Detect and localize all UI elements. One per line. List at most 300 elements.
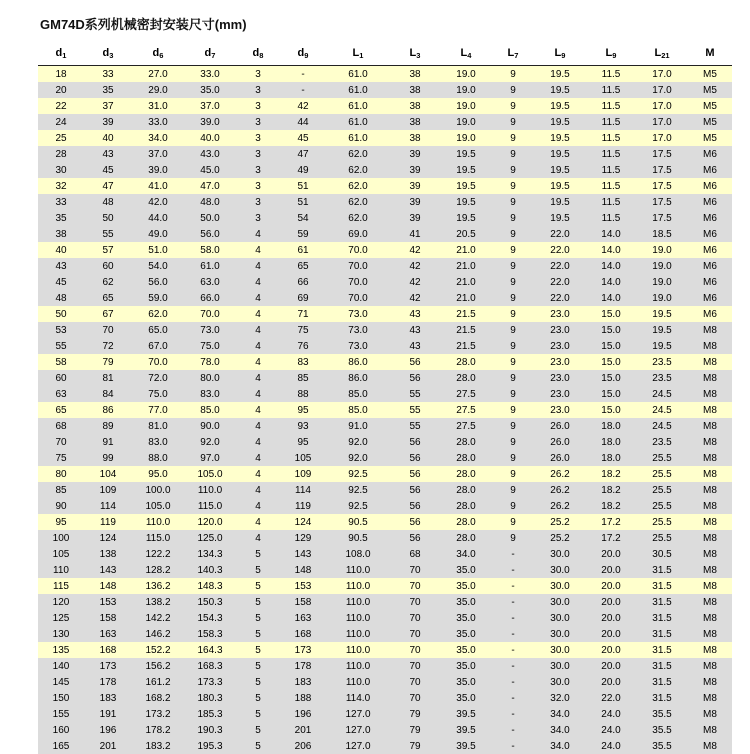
table-cell: 9 <box>492 114 534 130</box>
table-cell: 95 <box>280 402 326 418</box>
table-cell: 105.0 <box>132 498 184 514</box>
table-cell: M6 <box>688 194 732 210</box>
table-cell: 4 <box>236 226 280 242</box>
table-cell: 19.0 <box>636 242 688 258</box>
table-cell: 26.2 <box>534 498 586 514</box>
table-cell: 56 <box>390 370 440 386</box>
table-cell: 140 <box>38 658 84 674</box>
table-cell: 39.5 <box>440 738 492 754</box>
table-cell: 5 <box>236 642 280 658</box>
table-row <box>38 290 732 306</box>
table-cell: 196 <box>280 706 326 722</box>
table-cell: 21.0 <box>440 258 492 274</box>
table-cell: 70.0 <box>326 258 390 274</box>
table-cell: 85.0 <box>326 386 390 402</box>
table-cell: 110.0 <box>184 482 236 498</box>
table-cell: 56 <box>390 482 440 498</box>
table-cell: 9 <box>492 290 534 306</box>
table-cell: 23.0 <box>534 306 586 322</box>
table-cell: 122.2 <box>132 546 184 562</box>
table-cell: 11.5 <box>586 194 636 210</box>
table-cell: 70 <box>390 578 440 594</box>
table-cell: 59.0 <box>132 290 184 306</box>
table-cell: 9 <box>492 242 534 258</box>
table-cell: 125 <box>38 610 84 626</box>
table-cell: 19.5 <box>534 98 586 114</box>
table-cell: 42 <box>280 98 326 114</box>
table-cell: 26.2 <box>534 482 586 498</box>
table-cell: 152.2 <box>132 642 184 658</box>
table-cell: 178 <box>84 674 132 690</box>
table-cell: - <box>492 594 534 610</box>
table-cell: 95.0 <box>132 466 184 482</box>
table-cell: 173.2 <box>132 706 184 722</box>
table-cell: 55 <box>390 386 440 402</box>
table-cell: 35.5 <box>636 738 688 754</box>
table-cell: M8 <box>688 594 732 610</box>
table-cell: 153 <box>84 594 132 610</box>
table-cell: 5 <box>236 658 280 674</box>
table-cell: 115.0 <box>184 498 236 514</box>
table-row <box>38 434 732 450</box>
table-cell: 19.5 <box>534 130 586 146</box>
table-cell: 27.5 <box>440 418 492 434</box>
table-cell: M8 <box>688 626 732 642</box>
table-row <box>38 258 732 274</box>
table-cell: 9 <box>492 66 534 83</box>
table-cell: 5 <box>236 610 280 626</box>
table-cell: 14.0 <box>586 290 636 306</box>
table-row <box>38 114 732 130</box>
table-cell: 114 <box>84 498 132 514</box>
table-cell: 40 <box>84 130 132 146</box>
table-cell: 43 <box>390 306 440 322</box>
table-cell: 30.0 <box>534 674 586 690</box>
column-header-l7: $L_7$ <box>492 43 534 66</box>
table-cell: 9 <box>492 370 534 386</box>
table-cell: 191 <box>84 706 132 722</box>
column-header-m: M <box>688 43 732 66</box>
table-cell: M6 <box>688 210 732 226</box>
table-cell: 9 <box>492 306 534 322</box>
table-cell: 56.0 <box>184 226 236 242</box>
table-cell: 60 <box>38 370 84 386</box>
table-cell: 185.3 <box>184 706 236 722</box>
table-cell: 27.0 <box>132 66 184 83</box>
column-header-l4: $L_4$ <box>440 43 492 66</box>
table-cell: 19.0 <box>440 66 492 83</box>
table-cell: 127.0 <box>326 738 390 754</box>
table-cell: 30.0 <box>534 594 586 610</box>
table-header-row <box>38 43 732 66</box>
table-cell: 9 <box>492 194 534 210</box>
table-cell: 68 <box>390 546 440 562</box>
table-cell: 4 <box>236 306 280 322</box>
table-cell: 51 <box>280 194 326 210</box>
table-cell: 110.0 <box>132 514 184 530</box>
table-cell: 11.5 <box>586 130 636 146</box>
table-cell: 55 <box>390 418 440 434</box>
table-cell: 28.0 <box>440 530 492 546</box>
table-cell: 90.5 <box>326 530 390 546</box>
table-cell: 80 <box>38 466 84 482</box>
table-cell: 161.2 <box>132 674 184 690</box>
table-cell: 9 <box>492 482 534 498</box>
column-header-d3: $d_3$ <box>84 43 132 66</box>
table-cell: 183.2 <box>132 738 184 754</box>
table-cell: 25.5 <box>636 482 688 498</box>
table-cell: 83 <box>280 354 326 370</box>
table-cell: 4 <box>236 514 280 530</box>
column-header-d9: $d_9$ <box>280 43 326 66</box>
table-cell: 73.0 <box>326 322 390 338</box>
table-cell: 19.5 <box>534 162 586 178</box>
table-cell: 5 <box>236 594 280 610</box>
table-cell: 105.0 <box>184 466 236 482</box>
table-cell: 56 <box>390 498 440 514</box>
table-cell: 9 <box>492 450 534 466</box>
table-cell: 183 <box>84 690 132 706</box>
table-cell: 23.5 <box>636 434 688 450</box>
table-cell: 92.5 <box>326 482 390 498</box>
table-cell: 15.0 <box>586 338 636 354</box>
table-cell: 70 <box>390 642 440 658</box>
table-cell: - <box>492 722 534 738</box>
table-cell: 66.0 <box>184 290 236 306</box>
table-cell: 17.2 <box>586 514 636 530</box>
table-cell: 70 <box>390 594 440 610</box>
table-cell: 42 <box>390 258 440 274</box>
table-cell: 109 <box>84 482 132 498</box>
table-cell: 41 <box>390 226 440 242</box>
column-header-subscript: 1 <box>359 51 363 60</box>
table-row <box>38 482 732 498</box>
table-cell: 23.0 <box>534 386 586 402</box>
table-cell: 56 <box>390 514 440 530</box>
table-cell: M8 <box>688 482 732 498</box>
table-cell: M8 <box>688 642 732 658</box>
table-cell: 4 <box>236 466 280 482</box>
table-cell: 4 <box>236 354 280 370</box>
table-cell: 25.5 <box>636 530 688 546</box>
table-cell: 31.5 <box>636 594 688 610</box>
table-cell: 19.0 <box>440 130 492 146</box>
table-cell: 5 <box>236 674 280 690</box>
table-cell: 70 <box>390 658 440 674</box>
table-cell: 21.0 <box>440 242 492 258</box>
table-cell: 65.0 <box>132 322 184 338</box>
table-cell: 84 <box>84 386 132 402</box>
table-cell: 17.5 <box>636 194 688 210</box>
table-cell: 4 <box>236 530 280 546</box>
table-cell: 19.5 <box>440 178 492 194</box>
table-cell: 9 <box>492 498 534 514</box>
table-cell: 19.5 <box>636 338 688 354</box>
table-cell: 90.0 <box>184 418 236 434</box>
table-cell: 61.0 <box>326 130 390 146</box>
table-cell: 168.2 <box>132 690 184 706</box>
table-cell: 14.0 <box>586 226 636 242</box>
table-cell: 65 <box>38 402 84 418</box>
table-cell: 110.0 <box>326 674 390 690</box>
table-cell: 35.0 <box>440 642 492 658</box>
table-cell: 85 <box>38 482 84 498</box>
table-cell: 4 <box>236 338 280 354</box>
column-header-subscript: 8 <box>259 51 263 60</box>
table-cell: 31.5 <box>636 626 688 642</box>
table-cell: 19.0 <box>440 98 492 114</box>
table-cell: - <box>280 82 326 98</box>
table-cell: 62.0 <box>326 210 390 226</box>
table-cell: 34.0 <box>132 130 184 146</box>
table-row <box>38 578 732 594</box>
table-cell: 153 <box>280 578 326 594</box>
table-cell: 9 <box>492 130 534 146</box>
table-cell: 114 <box>280 482 326 498</box>
table-cell: M5 <box>688 66 732 83</box>
table-cell: 28 <box>38 146 84 162</box>
table-cell: 19.0 <box>636 290 688 306</box>
table-cell: 17.0 <box>636 98 688 114</box>
table-cell: 62.0 <box>132 306 184 322</box>
table-cell: 5 <box>236 626 280 642</box>
table-cell: 124 <box>84 530 132 546</box>
table-cell: 89 <box>84 418 132 434</box>
table-row <box>38 706 732 722</box>
table-cell: 21.0 <box>440 274 492 290</box>
table-cell: M5 <box>688 114 732 130</box>
table-cell: 5 <box>236 690 280 706</box>
table-cell: 61.0 <box>326 82 390 98</box>
table-cell: - <box>492 626 534 642</box>
table-cell: 120 <box>38 594 84 610</box>
table-cell: 27.5 <box>440 386 492 402</box>
table-cell: 39 <box>390 178 440 194</box>
table-cell: 22.0 <box>534 290 586 306</box>
table-cell: 34.0 <box>534 722 586 738</box>
table-cell: 19.5 <box>534 114 586 130</box>
table-cell: 3 <box>236 178 280 194</box>
table-cell: 119 <box>84 514 132 530</box>
table-cell: M8 <box>688 674 732 690</box>
table-cell: 41.0 <box>132 178 184 194</box>
table-row <box>38 354 732 370</box>
table-cell: 91.0 <box>326 418 390 434</box>
table-cell: 80.0 <box>184 370 236 386</box>
table-cell: 19.0 <box>636 274 688 290</box>
table-cell: 173 <box>280 642 326 658</box>
table-cell: 23.0 <box>534 402 586 418</box>
table-cell: 156.2 <box>132 658 184 674</box>
table-cell: 30 <box>38 162 84 178</box>
table-cell: 4 <box>236 482 280 498</box>
table-cell: M8 <box>688 450 732 466</box>
table-row <box>38 642 732 658</box>
table-row <box>38 674 732 690</box>
table-cell: 9 <box>492 146 534 162</box>
table-cell: 61.0 <box>184 258 236 274</box>
table-cell: 70.0 <box>326 290 390 306</box>
column-header-subscript: 3 <box>109 51 113 60</box>
table-cell: 183 <box>280 674 326 690</box>
table-row <box>38 82 732 98</box>
table-cell: 4 <box>236 242 280 258</box>
table-cell: 65 <box>84 290 132 306</box>
table-cell: 44 <box>280 114 326 130</box>
table-cell: 39.5 <box>440 706 492 722</box>
table-cell: 28.0 <box>440 482 492 498</box>
table-cell: 31.5 <box>636 578 688 594</box>
table-cell: - <box>492 690 534 706</box>
table-cell: 22.0 <box>586 690 636 706</box>
table-cell: 188 <box>280 690 326 706</box>
table-cell: 19.5 <box>636 322 688 338</box>
table-cell: 22.0 <box>534 226 586 242</box>
table-cell: 148 <box>84 578 132 594</box>
table-cell: M8 <box>688 322 732 338</box>
table-cell: 17.5 <box>636 178 688 194</box>
table-cell: 28.0 <box>440 450 492 466</box>
table-cell: 9 <box>492 98 534 114</box>
table-cell: 38 <box>390 130 440 146</box>
table-cell: 148.3 <box>184 578 236 594</box>
table-cell: 92.0 <box>326 450 390 466</box>
table-cell: 48.0 <box>184 194 236 210</box>
table-cell: 9 <box>492 258 534 274</box>
table-cell: 168.3 <box>184 658 236 674</box>
table-cell: 31.0 <box>132 98 184 114</box>
table-row <box>38 530 732 546</box>
table-cell: M8 <box>688 578 732 594</box>
table-cell: 9 <box>492 418 534 434</box>
table-cell: 70 <box>84 322 132 338</box>
table-cell: 19.0 <box>440 114 492 130</box>
table-cell: 27.5 <box>440 402 492 418</box>
table-cell: 19.5 <box>440 146 492 162</box>
table-cell: 163 <box>280 610 326 626</box>
table-cell: 35.0 <box>440 578 492 594</box>
table-cell: 55 <box>84 226 132 242</box>
table-cell: 30.0 <box>534 562 586 578</box>
table-cell: 21.5 <box>440 322 492 338</box>
table-cell: 18.2 <box>586 466 636 482</box>
table-cell: 39.5 <box>440 722 492 738</box>
table-cell: 100.0 <box>132 482 184 498</box>
table-cell: M6 <box>688 290 732 306</box>
table-cell: 28.0 <box>440 434 492 450</box>
table-cell: 17.5 <box>636 146 688 162</box>
table-cell: 145 <box>38 674 84 690</box>
table-cell: 4 <box>236 434 280 450</box>
table-cell: 38 <box>390 82 440 98</box>
table-cell: 39 <box>390 146 440 162</box>
table-cell: 56 <box>390 354 440 370</box>
table-cell: 77.0 <box>132 402 184 418</box>
column-header-subscript: 9 <box>561 51 565 60</box>
table-cell: 28.0 <box>440 514 492 530</box>
table-cell: 54.0 <box>132 258 184 274</box>
table-cell: 115.0 <box>132 530 184 546</box>
table-cell: 158 <box>84 610 132 626</box>
table-cell: 75 <box>280 322 326 338</box>
table-cell: 20.0 <box>586 658 636 674</box>
table-cell: 31.5 <box>636 690 688 706</box>
table-cell: 79 <box>390 722 440 738</box>
table-cell: 88 <box>280 386 326 402</box>
table-cell: 76 <box>280 338 326 354</box>
table-cell: 104 <box>84 466 132 482</box>
table-cell: 91 <box>84 434 132 450</box>
table-cell: 39 <box>84 114 132 130</box>
table-cell: 26.0 <box>534 418 586 434</box>
table-cell: 43 <box>38 258 84 274</box>
table-cell: 39 <box>390 210 440 226</box>
table-row <box>38 562 732 578</box>
table-cell: M8 <box>688 386 732 402</box>
table-cell: 119 <box>280 498 326 514</box>
table-cell: 35 <box>38 210 84 226</box>
table-row <box>38 146 732 162</box>
table-cell: 25.2 <box>534 514 586 530</box>
table-cell: 81 <box>84 370 132 386</box>
table-cell: 5 <box>236 546 280 562</box>
table-cell: M5 <box>688 82 732 98</box>
table-cell: 11.5 <box>586 178 636 194</box>
table-cell: M8 <box>688 690 732 706</box>
table-cell: 67.0 <box>132 338 184 354</box>
table-cell: 3 <box>236 66 280 83</box>
table-cell: 48 <box>84 194 132 210</box>
table-cell: 42.0 <box>132 194 184 210</box>
table-cell: 42 <box>390 274 440 290</box>
table-cell: 9 <box>492 82 534 98</box>
table-cell: 9 <box>492 434 534 450</box>
table-cell: 39 <box>390 162 440 178</box>
table-row <box>38 722 732 738</box>
table-cell: M6 <box>688 226 732 242</box>
table-cell: 17.0 <box>636 66 688 83</box>
table-row <box>38 274 732 290</box>
table-cell: 31.5 <box>636 562 688 578</box>
table-cell: 60 <box>84 258 132 274</box>
table-cell: 3 <box>236 98 280 114</box>
column-header-d8: $d_8$ <box>236 43 280 66</box>
table-cell: 55 <box>38 338 84 354</box>
table-cell: 148 <box>280 562 326 578</box>
table-cell: 19.5 <box>534 82 586 98</box>
table-cell: 146.2 <box>132 626 184 642</box>
column-header-subscript: 9 <box>612 51 616 60</box>
dimensions-table <box>38 43 732 754</box>
table-cell: M8 <box>688 402 732 418</box>
table-cell: 178.2 <box>132 722 184 738</box>
table-cell: 48 <box>38 290 84 306</box>
table-cell: 160 <box>38 722 84 738</box>
table-cell: 25.5 <box>636 498 688 514</box>
table-cell: 95 <box>280 434 326 450</box>
table-cell: 128.2 <box>132 562 184 578</box>
table-cell: 15.0 <box>586 386 636 402</box>
table-cell: 9 <box>492 514 534 530</box>
table-cell: 9 <box>492 402 534 418</box>
table-cell: 19.5 <box>534 194 586 210</box>
table-cell: 9 <box>492 530 534 546</box>
table-cell: - <box>492 642 534 658</box>
table-cell: 114.0 <box>326 690 390 706</box>
table-cell: 155 <box>38 706 84 722</box>
table-cell: 18.0 <box>586 450 636 466</box>
table-cell: 95 <box>38 514 84 530</box>
